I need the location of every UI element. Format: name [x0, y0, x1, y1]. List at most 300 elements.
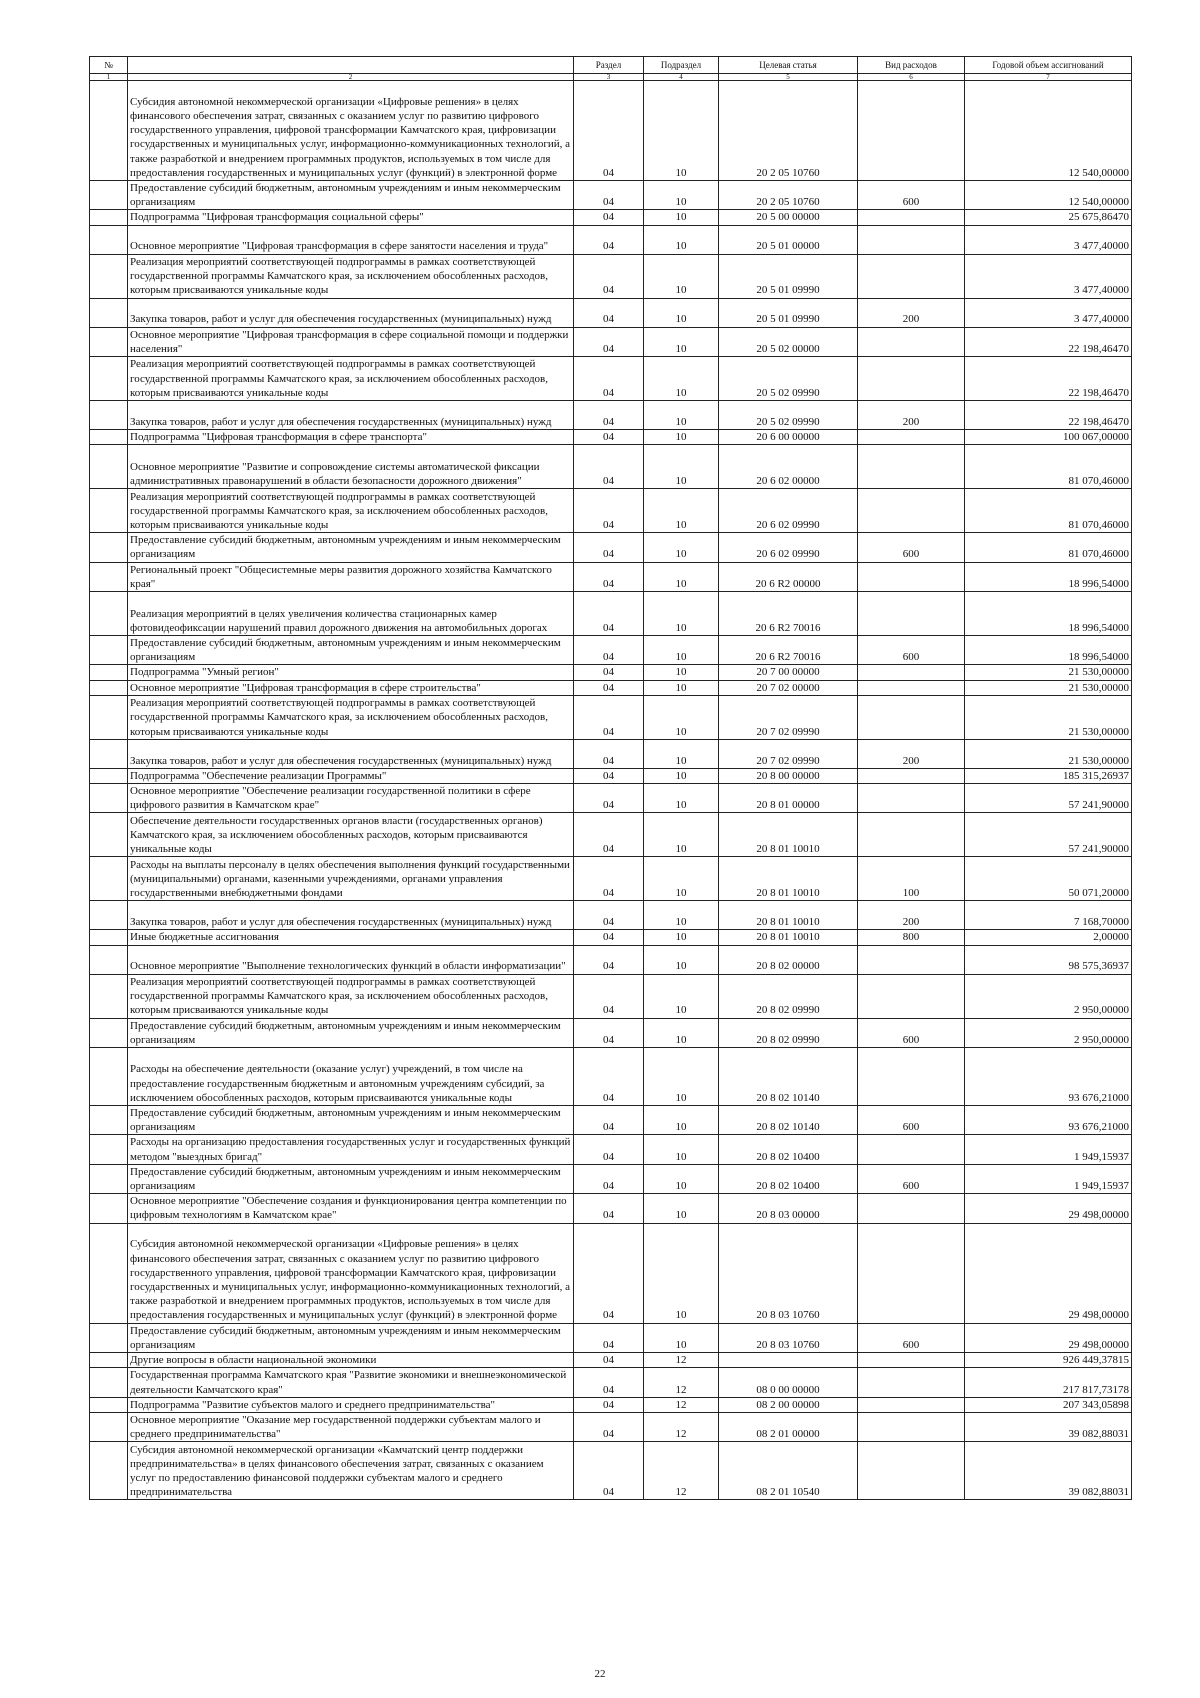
row-expense-type-code: [858, 1442, 965, 1500]
row-target-item-code: 20 8 03 10760: [719, 1323, 858, 1352]
row-description: Обеспечение деятельности государственных органов власти (государственных органов) Камчатского края, за исключением обособленных расходов, которым присваиваются уникальные коды: [128, 813, 574, 857]
row-expense-type-code: [858, 1223, 965, 1323]
row-subsection-code: 12: [644, 1368, 719, 1397]
row-annual-amount: 1 949,15937: [965, 1135, 1132, 1164]
table-row: [90, 254, 1132, 298]
page-number: 22: [594, 1668, 606, 1680]
row-description: Закупка товаров, работ и услуг для обеспечения государственных (муниципальных) нужд: [128, 298, 574, 327]
row-section-code: 04: [574, 430, 644, 445]
row-annual-amount: 185 315,26937: [965, 768, 1132, 783]
row-subsection-code: 10: [644, 1018, 719, 1047]
row-number-cell: [90, 445, 128, 489]
row-description: Предоставление субсидий бюджетным, автономным учреждениям и иным некоммерческим организациям: [128, 1164, 574, 1193]
row-expense-type-code: [858, 680, 965, 695]
row-subsection-code: 10: [644, 739, 719, 768]
row-description: Реализация мероприятий соответствующей подпрограммы в рамках соответствующей государственной программы Камчатского края, за исключением обособленных расходов, которым присваиваются уникальные коды: [128, 357, 574, 401]
row-number-cell: [90, 533, 128, 562]
table-row: [90, 1223, 1132, 1323]
row-section-code: 04: [574, 1018, 644, 1047]
row-section-code: 04: [574, 225, 644, 254]
row-target-item-code: 20 8 01 10010: [719, 901, 858, 930]
row-subsection-code: 10: [644, 327, 719, 356]
row-annual-amount: 2 950,00000: [965, 974, 1132, 1018]
row-target-item-code: 08 0 00 00000: [719, 1368, 858, 1397]
row-description: Основное мероприятие "Оказание мер государственной поддержки субъектам малого и среднего предпринимательства": [128, 1412, 574, 1441]
row-section-code: 04: [574, 636, 644, 665]
row-expense-type-code: [858, 445, 965, 489]
row-subsection-code: 10: [644, 1164, 719, 1193]
row-number-cell: [90, 1442, 128, 1500]
row-description: Основное мероприятие "Развитие и сопровождение системы автоматической фиксации административных правонарушений в области безопасности дорожного движения": [128, 445, 574, 489]
row-subsection-code: 10: [644, 1194, 719, 1223]
row-target-item-code: 08 2 01 10540: [719, 1442, 858, 1500]
row-target-item-code: 20 8 01 10010: [719, 813, 858, 857]
table-row: [90, 784, 1132, 813]
row-target-item-code: 20 8 02 00000: [719, 945, 858, 974]
row-annual-amount: 926 449,37815: [965, 1353, 1132, 1368]
row-expense-type-code: [858, 768, 965, 783]
row-number-cell: [90, 357, 128, 401]
row-section-code: 04: [574, 1353, 644, 1368]
row-number-cell: [90, 974, 128, 1018]
table-row: [90, 1368, 1132, 1397]
table-row: [90, 592, 1132, 636]
row-section-code: 04: [574, 695, 644, 739]
row-annual-amount: 29 498,00000: [965, 1323, 1132, 1352]
table-row: [90, 445, 1132, 489]
row-expense-type-code: [858, 1135, 965, 1164]
row-subsection-code: 10: [644, 945, 719, 974]
row-target-item-code: 20 8 03 00000: [719, 1194, 858, 1223]
row-number-cell: [90, 1194, 128, 1223]
row-number-cell: [90, 562, 128, 591]
row-target-item-code: 20 6 R2 00000: [719, 562, 858, 591]
column-number-row: [90, 74, 1132, 81]
row-subsection-code: 10: [644, 636, 719, 665]
row-description: Закупка товаров, работ и услуг для обеспечения государственных (муниципальных) нужд: [128, 739, 574, 768]
row-target-item-code: 20 6 02 00000: [719, 445, 858, 489]
row-section-code: 04: [574, 813, 644, 857]
col-header-section: Раздел: [574, 57, 644, 74]
row-number-cell: [90, 81, 128, 181]
row-description: Расходы на выплаты персоналу в целях обеспечения выполнения функций государственными (муниципальными) органами, казенными учреждениями, органами управления государственными внебюджетными фондами: [128, 857, 574, 901]
table-row: [90, 1164, 1132, 1193]
col-header-description: [128, 57, 574, 74]
row-description: Закупка товаров, работ и услуг для обеспечения государственных (муниципальных) нужд: [128, 901, 574, 930]
row-number-cell: [90, 401, 128, 430]
row-number-cell: [90, 210, 128, 225]
row-target-item-code: 20 8 02 09990: [719, 1018, 858, 1047]
row-description: Предоставление субсидий бюджетным, автономным учреждениям и иным некоммерческим организациям: [128, 533, 574, 562]
row-number-cell: [90, 298, 128, 327]
row-number-cell: [90, 1368, 128, 1397]
row-subsection-code: 10: [644, 813, 719, 857]
row-annual-amount: 21 530,00000: [965, 665, 1132, 680]
row-target-item-code: [719, 1353, 858, 1368]
row-target-item-code: 20 5 02 00000: [719, 327, 858, 356]
table-row: [90, 489, 1132, 533]
row-subsection-code: 10: [644, 1106, 719, 1135]
row-target-item-code: 20 6 R2 70016: [719, 592, 858, 636]
row-target-item-code: 20 8 02 10400: [719, 1164, 858, 1193]
row-subsection-code: 10: [644, 181, 719, 210]
row-subsection-code: 10: [644, 1223, 719, 1323]
row-subsection-code: 10: [644, 665, 719, 680]
row-expense-type-code: [858, 813, 965, 857]
row-target-item-code: 20 8 02 10140: [719, 1048, 858, 1106]
row-number-cell: [90, 1412, 128, 1441]
row-description: Основное мероприятие "Обеспечение создания и функционирования центра компетенции по цифровым технологиям в Камчатском крае": [128, 1194, 574, 1223]
row-expense-type-code: [858, 665, 965, 680]
row-section-code: 04: [574, 357, 644, 401]
row-subsection-code: 10: [644, 401, 719, 430]
row-description: Реализация мероприятий в целях увеличения количества стационарных камер фотовидеофиксации нарушений правил дорожного движения на автомобильных дорогах: [128, 592, 574, 636]
row-target-item-code: 20 5 02 09990: [719, 357, 858, 401]
row-target-item-code: 08 2 00 00000: [719, 1397, 858, 1412]
row-description: Подпрограмма "Цифровая трансформация в сфере транспорта": [128, 430, 574, 445]
row-expense-type-code: 200: [858, 298, 965, 327]
row-annual-amount: 21 530,00000: [965, 695, 1132, 739]
row-number-cell: [90, 739, 128, 768]
row-annual-amount: 100 067,00000: [965, 430, 1132, 445]
row-section-code: 04: [574, 901, 644, 930]
table-row: [90, 181, 1132, 210]
row-section-code: 04: [574, 445, 644, 489]
row-annual-amount: 3 477,40000: [965, 225, 1132, 254]
row-subsection-code: 10: [644, 1048, 719, 1106]
row-section-code: 04: [574, 592, 644, 636]
table-row: [90, 1018, 1132, 1047]
table-row: [90, 81, 1132, 181]
budget-table: [89, 56, 1132, 1500]
row-subsection-code: 10: [644, 81, 719, 181]
row-description: Предоставление субсидий бюджетным, автономным учреждениям и иным некоммерческим организациям: [128, 1106, 574, 1135]
row-annual-amount: 12 540,00000: [965, 181, 1132, 210]
row-expense-type-code: [858, 784, 965, 813]
row-section-code: 04: [574, 1323, 644, 1352]
table-row: [90, 901, 1132, 930]
row-number-cell: [90, 1048, 128, 1106]
row-expense-type-code: 800: [858, 930, 965, 945]
row-section-code: 04: [574, 1194, 644, 1223]
row-expense-type-code: [858, 1397, 965, 1412]
row-number-cell: [90, 225, 128, 254]
row-target-item-code: 20 2 05 10760: [719, 81, 858, 181]
col-header-annual-amount: Годовой объем ассигнований: [965, 57, 1132, 74]
row-section-code: 04: [574, 1442, 644, 1500]
row-section-code: 04: [574, 298, 644, 327]
row-annual-amount: 98 575,36937: [965, 945, 1132, 974]
row-expense-type-code: [858, 81, 965, 181]
row-expense-type-code: 600: [858, 1106, 965, 1135]
row-target-item-code: 20 2 05 10760: [719, 181, 858, 210]
row-section-code: 04: [574, 1397, 644, 1412]
row-target-item-code: 20 5 01 00000: [719, 225, 858, 254]
table-row: [90, 225, 1132, 254]
row-annual-amount: 39 082,88031: [965, 1442, 1132, 1500]
row-annual-amount: 21 530,00000: [965, 739, 1132, 768]
row-subsection-code: 10: [644, 857, 719, 901]
row-subsection-code: 12: [644, 1397, 719, 1412]
row-number-cell: [90, 489, 128, 533]
row-expense-type-code: [858, 210, 965, 225]
row-annual-amount: 81 070,46000: [965, 533, 1132, 562]
row-target-item-code: 20 6 R2 70016: [719, 636, 858, 665]
row-number-cell: [90, 813, 128, 857]
row-annual-amount: 3 477,40000: [965, 298, 1132, 327]
row-expense-type-code: [858, 974, 965, 1018]
row-description: Реализация мероприятий соответствующей подпрограммы в рамках соответствующей государственной программы Камчатского края, за исключением обособленных расходов, которым присваиваются уникальные коды: [128, 695, 574, 739]
row-description: Региональный проект "Общесистемные меры развития дорожного хозяйства Камчатского края": [128, 562, 574, 591]
row-section-code: 04: [574, 1048, 644, 1106]
row-expense-type-code: [858, 695, 965, 739]
row-annual-amount: 25 675,86470: [965, 210, 1132, 225]
row-subsection-code: 10: [644, 533, 719, 562]
column-number: 5: [719, 74, 858, 81]
row-expense-type-code: [858, 225, 965, 254]
row-description: Подпрограмма "Обеспечение реализации Программы": [128, 768, 574, 783]
row-description: Закупка товаров, работ и услуг для обеспечения государственных (муниципальных) нужд: [128, 401, 574, 430]
row-target-item-code: 20 5 02 09990: [719, 401, 858, 430]
row-subsection-code: 10: [644, 784, 719, 813]
table-row: [90, 210, 1132, 225]
row-description: Основное мероприятие "Цифровая трансформация в сфере занятости населения и труда": [128, 225, 574, 254]
table-row: [90, 430, 1132, 445]
row-description: Субсидия автономной некоммерческой организации «Камчатский центр поддержки предпринимательства» в целях финансового обеспечения затрат, связанных с оказанием услуг по предоставлению финансовой поддержки субъектам малого и среднего предпринимательства: [128, 1442, 574, 1500]
table-row: [90, 533, 1132, 562]
row-annual-amount: 22 198,46470: [965, 327, 1132, 356]
row-number-cell: [90, 930, 128, 945]
row-description: Предоставление субсидий бюджетным, автономным учреждениям и иным некоммерческим организациям: [128, 181, 574, 210]
header-row: [90, 57, 1132, 74]
row-expense-type-code: 600: [858, 181, 965, 210]
row-target-item-code: 20 8 01 10010: [719, 930, 858, 945]
row-target-item-code: 20 6 02 09990: [719, 489, 858, 533]
row-description: Реализация мероприятий соответствующей подпрограммы в рамках соответствующей государственной программы Камчатского края, за исключением обособленных расходов, которым присваиваются уникальные коды: [128, 974, 574, 1018]
col-header-expense-type: Вид расходов: [858, 57, 965, 74]
row-target-item-code: 20 6 00 00000: [719, 430, 858, 445]
row-expense-type-code: [858, 1048, 965, 1106]
row-number-cell: [90, 1353, 128, 1368]
row-section-code: 04: [574, 210, 644, 225]
row-number-cell: [90, 636, 128, 665]
row-description: Государственная программа Камчатского края "Развитие экономики и внешнеэкономической деятельности Камчатского края": [128, 1368, 574, 1397]
row-subsection-code: 10: [644, 768, 719, 783]
row-expense-type-code: [858, 1368, 965, 1397]
row-annual-amount: 207 343,05898: [965, 1397, 1132, 1412]
row-expense-type-code: [858, 1353, 965, 1368]
row-annual-amount: 39 082,88031: [965, 1412, 1132, 1441]
table-row: [90, 1323, 1132, 1352]
column-number: 7: [965, 74, 1132, 81]
table-row: [90, 680, 1132, 695]
row-annual-amount: 12 540,00000: [965, 81, 1132, 181]
row-subsection-code: 10: [644, 930, 719, 945]
table-row: [90, 1442, 1132, 1500]
row-section-code: 04: [574, 1412, 644, 1441]
row-annual-amount: 29 498,00000: [965, 1194, 1132, 1223]
table-row: [90, 857, 1132, 901]
row-expense-type-code: [858, 562, 965, 591]
row-section-code: 04: [574, 930, 644, 945]
row-annual-amount: 81 070,46000: [965, 445, 1132, 489]
row-subsection-code: 10: [644, 298, 719, 327]
row-annual-amount: 3 477,40000: [965, 254, 1132, 298]
row-target-item-code: 20 7 02 00000: [719, 680, 858, 695]
row-expense-type-code: [858, 1194, 965, 1223]
table-row: [90, 695, 1132, 739]
row-subsection-code: 10: [644, 210, 719, 225]
row-annual-amount: 2 950,00000: [965, 1018, 1132, 1047]
row-target-item-code: 20 7 00 00000: [719, 665, 858, 680]
table-row: [90, 813, 1132, 857]
row-expense-type-code: [858, 1412, 965, 1441]
row-number-cell: [90, 1164, 128, 1193]
row-expense-type-code: 200: [858, 901, 965, 930]
col-header-subsection: Подраздел: [644, 57, 719, 74]
row-section-code: 04: [574, 680, 644, 695]
row-section-code: 04: [574, 1164, 644, 1193]
row-expense-type-code: 600: [858, 1018, 965, 1047]
table-row: [90, 357, 1132, 401]
row-subsection-code: 10: [644, 225, 719, 254]
row-number-cell: [90, 695, 128, 739]
col-header-target-item: Целевая статья: [719, 57, 858, 74]
table-row: [90, 1397, 1132, 1412]
row-subsection-code: 12: [644, 1353, 719, 1368]
table-row: [90, 1412, 1132, 1441]
row-target-item-code: 20 6 02 09990: [719, 533, 858, 562]
table-row: [90, 636, 1132, 665]
row-section-code: 04: [574, 533, 644, 562]
column-number: 3: [574, 74, 644, 81]
row-section-code: 04: [574, 181, 644, 210]
row-section-code: 04: [574, 81, 644, 181]
row-number-cell: [90, 1018, 128, 1047]
row-subsection-code: 10: [644, 1323, 719, 1352]
row-number-cell: [90, 784, 128, 813]
row-number-cell: [90, 592, 128, 636]
table-row: [90, 974, 1132, 1018]
row-subsection-code: 10: [644, 254, 719, 298]
row-number-cell: [90, 1323, 128, 1352]
row-target-item-code: 20 8 01 10010: [719, 857, 858, 901]
budget-document: [89, 56, 1131, 1500]
row-annual-amount: 22 198,46470: [965, 401, 1132, 430]
row-annual-amount: 18 996,54000: [965, 636, 1132, 665]
row-expense-type-code: 100: [858, 857, 965, 901]
table-row: [90, 930, 1132, 945]
row-expense-type-code: 600: [858, 1323, 965, 1352]
row-number-cell: [90, 1223, 128, 1323]
row-expense-type-code: 600: [858, 1164, 965, 1193]
row-description: Реализация мероприятий соответствующей подпрограммы в рамках соответствующей государственной программы Камчатского края, за исключением обособленных расходов, которым присваиваются уникальные коды: [128, 489, 574, 533]
col-header-no: №: [90, 57, 128, 74]
row-target-item-code: 20 5 00 00000: [719, 210, 858, 225]
row-annual-amount: 217 817,73178: [965, 1368, 1132, 1397]
row-expense-type-code: 600: [858, 636, 965, 665]
column-number: 2: [128, 74, 574, 81]
row-section-code: 04: [574, 784, 644, 813]
row-annual-amount: 50 071,20000: [965, 857, 1132, 901]
row-section-code: 04: [574, 665, 644, 680]
row-subsection-code: 10: [644, 430, 719, 445]
row-number-cell: [90, 945, 128, 974]
row-expense-type-code: [858, 327, 965, 356]
table-row: [90, 562, 1132, 591]
table-row: [90, 1106, 1132, 1135]
table-row: [90, 1194, 1132, 1223]
row-target-item-code: 20 7 02 09990: [719, 695, 858, 739]
row-section-code: 04: [574, 1368, 644, 1397]
row-expense-type-code: 600: [858, 533, 965, 562]
row-expense-type-code: [858, 430, 965, 445]
row-number-cell: [90, 430, 128, 445]
row-target-item-code: 20 8 02 10140: [719, 1106, 858, 1135]
row-subsection-code: 10: [644, 974, 719, 1018]
row-target-item-code: 20 8 01 00000: [719, 784, 858, 813]
row-number-cell: [90, 665, 128, 680]
row-annual-amount: 81 070,46000: [965, 489, 1132, 533]
row-number-cell: [90, 901, 128, 930]
row-subsection-code: 10: [644, 357, 719, 401]
row-target-item-code: 20 5 01 09990: [719, 254, 858, 298]
row-description: Другие вопросы в области национальной экономики: [128, 1353, 574, 1368]
row-section-code: 04: [574, 1106, 644, 1135]
row-subsection-code: 10: [644, 489, 719, 533]
row-expense-type-code: [858, 592, 965, 636]
table-row: [90, 298, 1132, 327]
row-expense-type-code: [858, 254, 965, 298]
row-annual-amount: 1 949,15937: [965, 1164, 1132, 1193]
row-target-item-code: 20 8 02 09990: [719, 974, 858, 1018]
row-section-code: 04: [574, 401, 644, 430]
table-row: [90, 1048, 1132, 1106]
table-row: [90, 1135, 1132, 1164]
budget-table-body: [90, 81, 1132, 1500]
table-row: [90, 1353, 1132, 1368]
table-row: [90, 768, 1132, 783]
row-number-cell: [90, 327, 128, 356]
row-expense-type-code: [858, 945, 965, 974]
row-description: Расходы на организацию предоставления государственных услуг и государственных функций методом "выездных бригад": [128, 1135, 574, 1164]
row-target-item-code: 20 5 01 09990: [719, 298, 858, 327]
row-section-code: 04: [574, 489, 644, 533]
row-number-cell: [90, 181, 128, 210]
row-subsection-code: 10: [644, 562, 719, 591]
row-number-cell: [90, 680, 128, 695]
row-description: Подпрограмма "Умный регион": [128, 665, 574, 680]
row-annual-amount: 7 168,70000: [965, 901, 1132, 930]
row-number-cell: [90, 1397, 128, 1412]
row-section-code: 04: [574, 327, 644, 356]
row-expense-type-code: 200: [858, 401, 965, 430]
row-subsection-code: 10: [644, 680, 719, 695]
row-annual-amount: 93 676,21000: [965, 1106, 1132, 1135]
row-annual-amount: 93 676,21000: [965, 1048, 1132, 1106]
row-annual-amount: 22 198,46470: [965, 357, 1132, 401]
row-section-code: 04: [574, 974, 644, 1018]
row-section-code: 04: [574, 562, 644, 591]
row-number-cell: [90, 1106, 128, 1135]
row-number-cell: [90, 857, 128, 901]
row-annual-amount: 2,00000: [965, 930, 1132, 945]
row-annual-amount: 57 241,90000: [965, 813, 1132, 857]
row-annual-amount: 29 498,00000: [965, 1223, 1132, 1323]
row-section-code: 04: [574, 857, 644, 901]
row-subsection-code: 12: [644, 1442, 719, 1500]
row-description: Предоставление субсидий бюджетным, автономным учреждениям и иным некоммерческим организациям: [128, 1018, 574, 1047]
